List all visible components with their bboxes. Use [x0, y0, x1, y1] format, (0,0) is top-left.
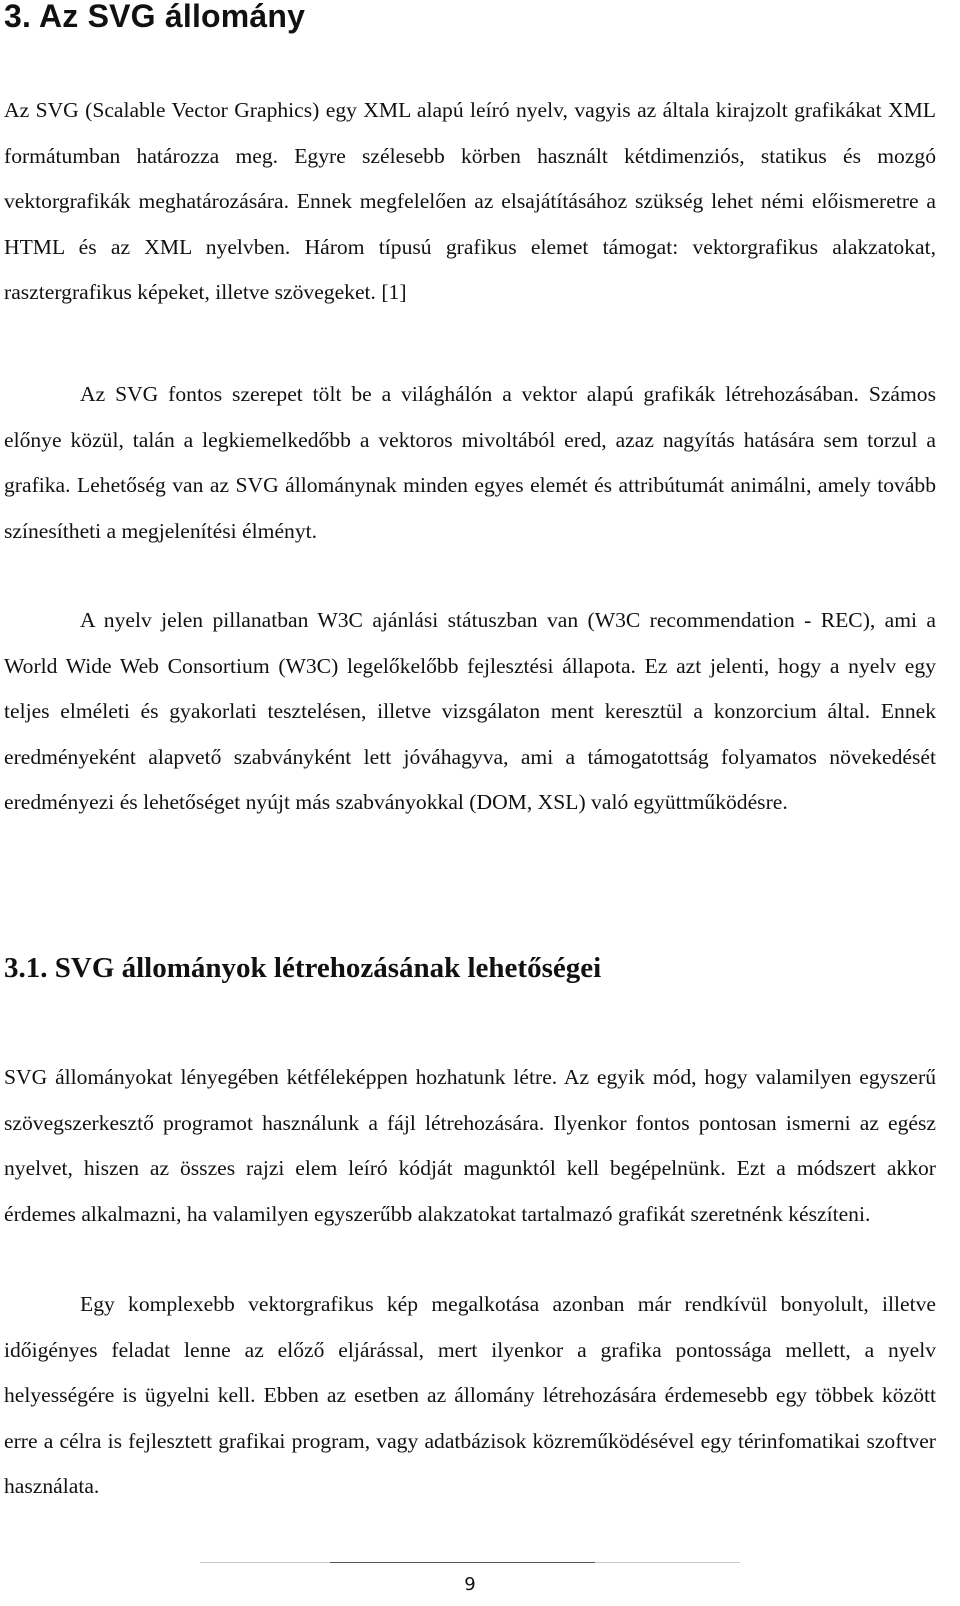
paragraph-creation-methods: SVG állományokat lényegében kétféleképpen hozhatunk létre. Az egyik mód, hogy valamilyen egyszerű szövegszerkesztő programot használunk a fájl létrehozására. Ilyenkor fontos pontosan ismerni az egész nyelvet, hiszen az összes rajzi elem leíró kódját magunktól kell begépelnünk. Ezt a módszert akkor érdemes alkalmazni, ha valamilyen egyszerűbb alakzatokat tartalmazó grafikát szeretnénk készíteni. [4, 1065, 936, 1226]
section-heading: 3.1. SVG állományok létrehozásának lehetőségei [4, 952, 602, 984]
paragraph-svg-role: Az SVG fontos szerepet tölt be a világhálón a vektor alapú grafikák létrehozásában. Számos előnye közül, talán a legkiemelkedőbb a vektoros mivoltából ered, azaz nagyítás hatására sem torzul a grafika. Lehetőség van az SVG állománynak minden egyes elemét és attribútumát animálni, amely tovább színesítheti a megjelenítési élményt. [4, 382, 936, 543]
chapter-heading: 3. Az SVG állomány [4, 0, 306, 34]
paragraph-svg-intro: Az SVG (Scalable Vector Graphics) egy XML alapú leíró nyelv, vagyis az általa kirajzolt grafikákat XML formátumban határozza meg. Egyre szélesebb körben használt kétdimenziós, statikus és mozgó vektorgrafikák meghatározására. Ennek megfelelően az elsajátításához szükség lehet némi előismeretre a HTML és az XML nyelvben. Három típusú grafikus elemet támogat: vektorgrafikus alakzatokat, rasztergrafikus képeket, illetve szövegeket. [1] [4, 98, 936, 305]
footer-divider-accent [330, 1562, 595, 1563]
paragraph-w3c-status: A nyelv jelen pillanatban W3C ajánlási státuszban van (W3C recommendation - REC), ami a World Wide Web Consortium (W3C) legelőkelőbb fejlesztési állapota. Ez azt jelenti, hogy a nyelv egy teljes elméleti és gyakorlati tesztelésen, illetve vizsgálaton ment keresztül a konzorcium által. Ennek eredményeként alapvető szabványként lett jóváhagyva, ami a támogatottság folyamatos növekedését eredményezi és lehetőséget nyújt más szabványokkal (DOM, XSL) való együttműködésre. [4, 608, 936, 815]
page-number: 9 [464, 1574, 476, 1595]
paragraph-complex-graphics: Egy komplexebb vektorgrafikus kép megalkotása azonban már rendkívül bonyolult, illetve időigényes feladat lenne az előző eljárással, mert ilyenkor a grafika pontossága mellett, a nyelv helyességére is ügyelni kell. Ebben az esetben az állomány létrehozására érdemesebb egy többek között erre a célra is fejlesztett grafikai program, vagy adatbázisok közreműködésével egy térinfomatikai szoftver használata. [4, 1292, 936, 1499]
